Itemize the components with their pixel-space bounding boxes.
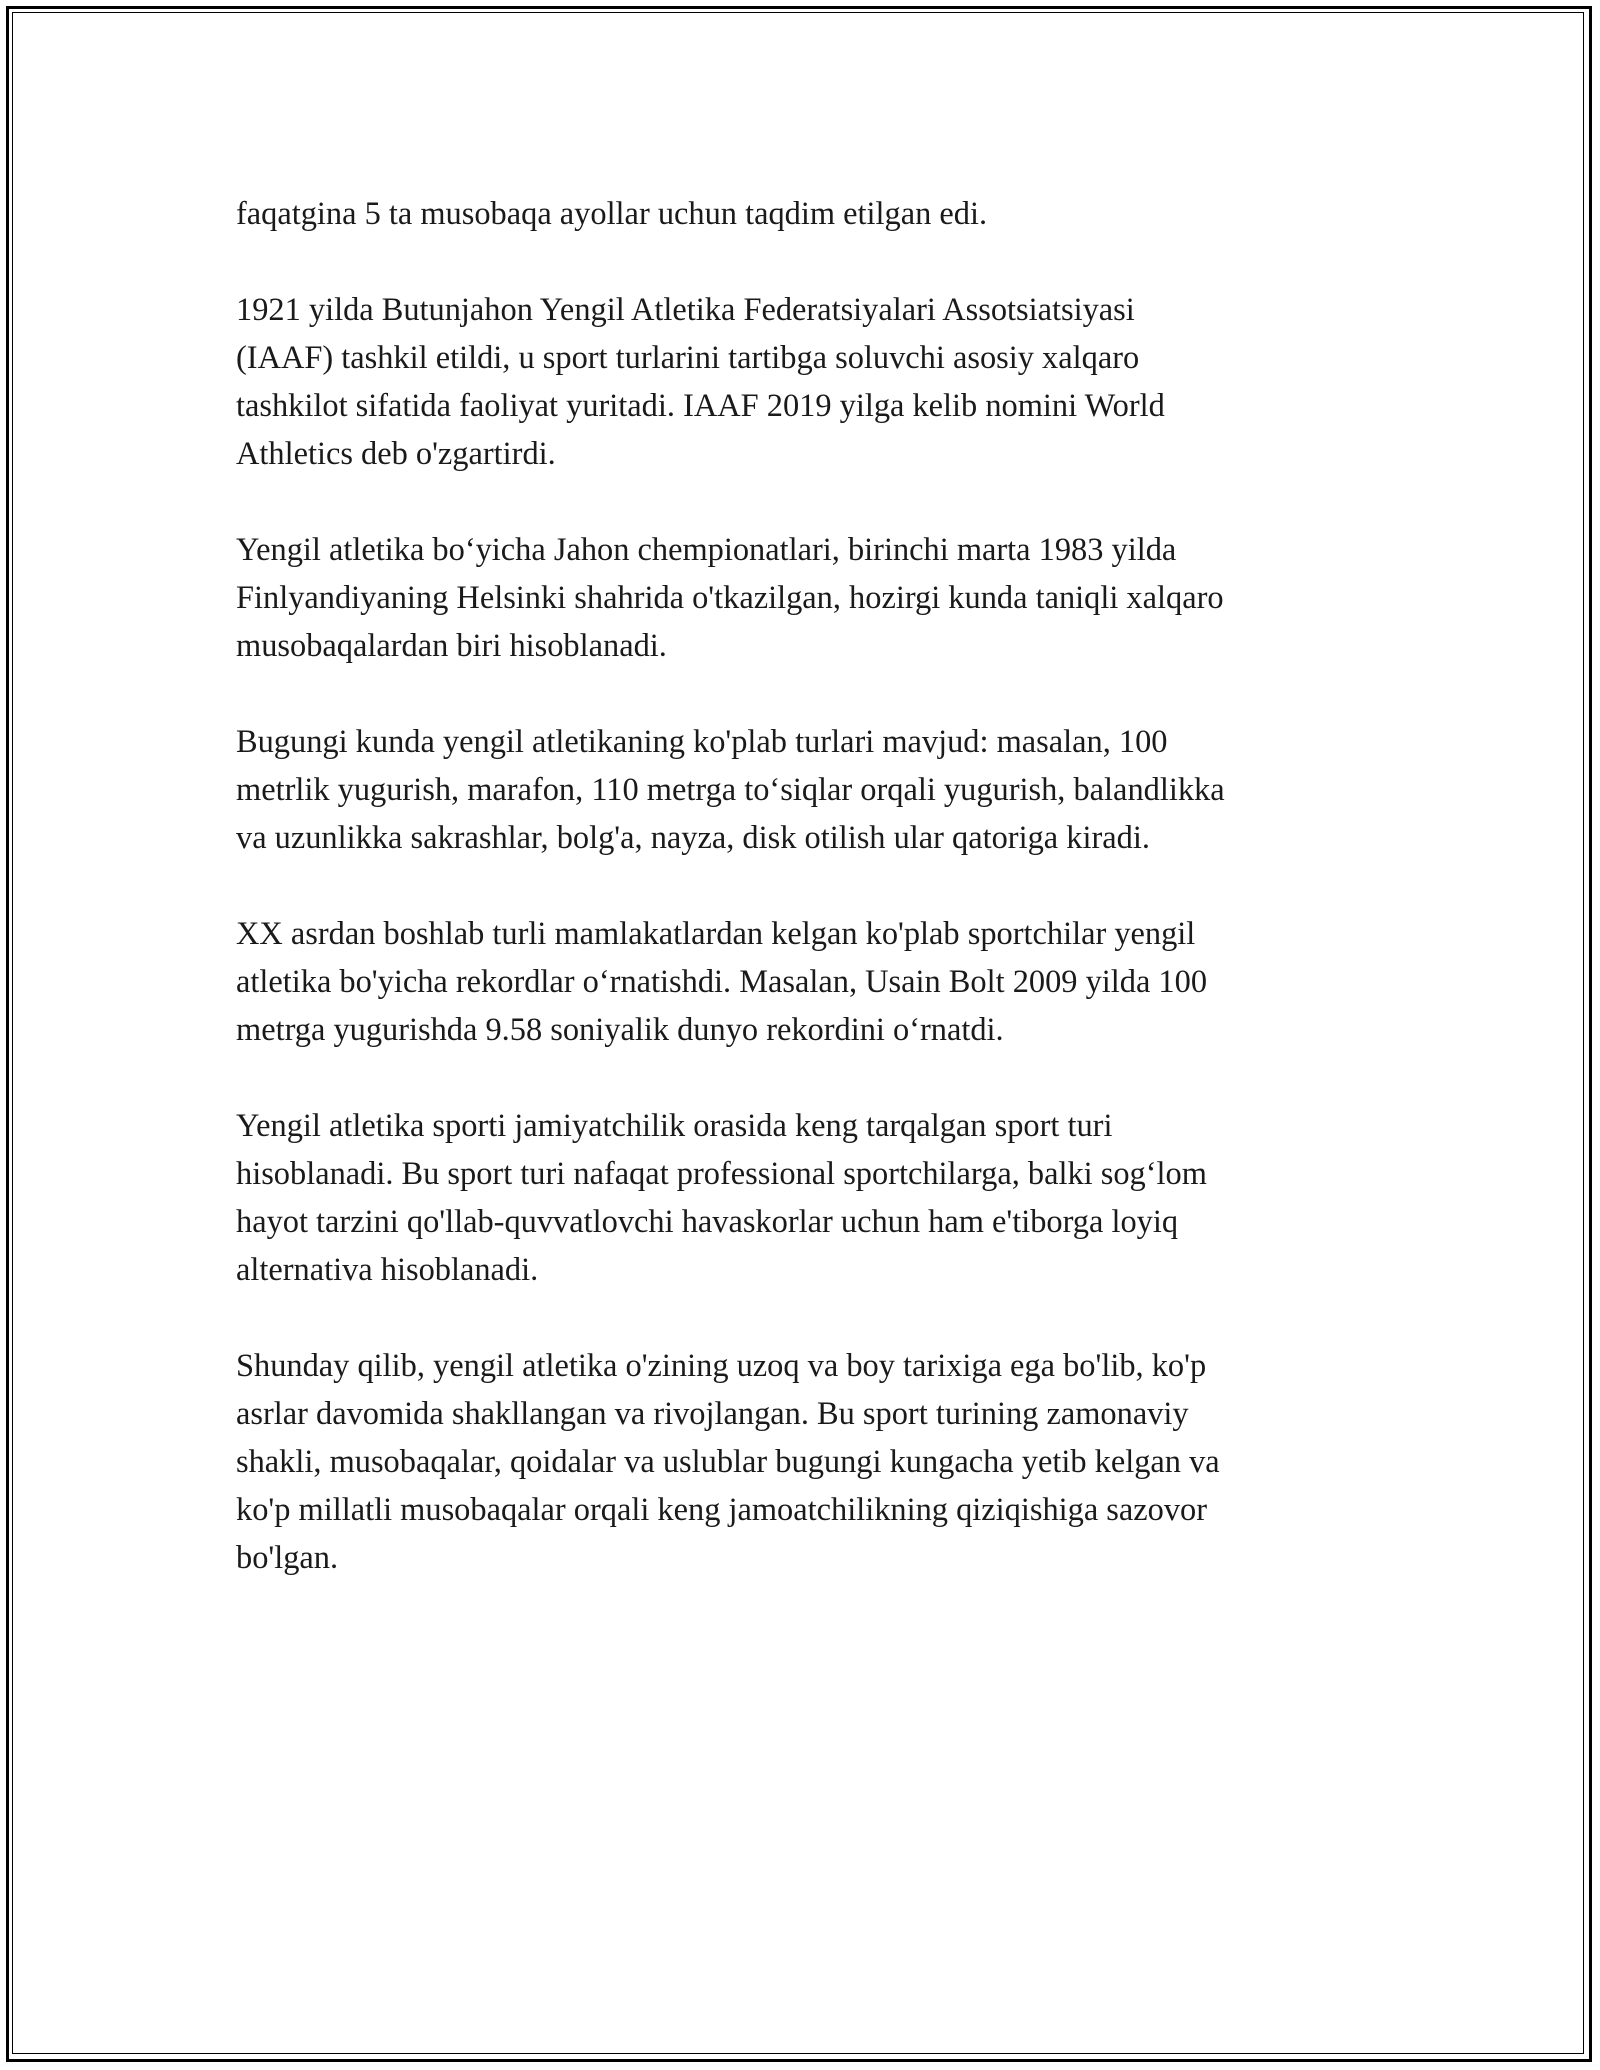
text-line: faqatgina 5 ta musobaqa ayollar uchun taqdim etilgan edi.	[236, 196, 988, 232]
paragraph	[236, 286, 1376, 478]
paragraph	[236, 526, 1376, 670]
text-line: va uzunlikka sakrashlar, bolg'a, nayza, disk otilish ular qatoriga kiradi.	[236, 820, 1150, 856]
text-line: alternativa hisoblanadi.	[236, 1252, 539, 1288]
text-line: Finlyandiyaning Helsinki shahrida o'tkazilgan, hozirgi kunda taniqli xalqaro	[236, 580, 1224, 616]
text-line: metrga yugurishda 9.58 soniyalik dunyo rekordini o‘rnatdi.	[236, 1012, 1004, 1048]
paragraph	[236, 190, 1376, 238]
text-line: hayot tarzini qo'llab-quvvatlovchi havaskorlar uchun ham e'tiborga loyiq	[236, 1204, 1179, 1240]
text-line: asrlar davomida shakllangan va rivojlangan. Bu sport turining zamonaviy	[236, 1396, 1189, 1432]
text-line: Yengil atletika sporti jamiyatchilik orasida keng tarqalgan sport turi	[236, 1108, 1113, 1144]
text-line: Athletics deb o'zgartirdi.	[236, 436, 556, 472]
paragraph	[236, 1342, 1376, 1582]
text-line: XX asrdan boshlab turli mamlakatlardan kelgan ko'plab sportchilar yengil	[236, 916, 1196, 952]
text-line: Bugungi kunda yengil atletikaning ko'plab turlari mavjud: masalan, 100	[236, 724, 1168, 760]
paragraph	[236, 910, 1376, 1054]
text-line: (IAAF) tashkil etildi, u sport turlarini tartibga soluvchi asosiy xalqaro	[236, 340, 1140, 376]
text-line: Shunday qilib, yengil atletika o'zining uzoq va boy tarixiga ega bo'lib, ko'p	[236, 1348, 1207, 1384]
text-line: musobaqalardan biri hisoblanadi.	[236, 628, 667, 664]
text-line: Yengil atletika bo‘yicha Jahon chempionatlari, birinchi marta 1983 yilda	[236, 532, 1177, 568]
text-line: metrlik yugurish, marafon, 110 metrga to‘siqlar orqali yugurish, balandlikka	[236, 772, 1225, 808]
text-line: ko'p millatli musobaqalar orqali keng jamoatchilikning qiziqishiga sazovor	[236, 1492, 1208, 1528]
text-line: 1921 yilda Butunjahon Yengil Atletika Federatsiyalari Assotsiatsiyasi	[236, 292, 1135, 328]
text-line: tashkilot sifatida faoliyat yuritadi. IAAF 2019 yilga kelib nomini World	[236, 388, 1165, 424]
text-line: atletika bo'yicha rekordlar o‘rnatishdi. Masalan, Usain Bolt 2009 yilda 100	[236, 964, 1208, 1000]
text-line: shakli, musobaqalar, qoidalar va uslublar bugungi kungacha yetib kelgan va	[236, 1444, 1220, 1480]
paragraph	[236, 1102, 1376, 1294]
paragraph	[236, 718, 1376, 862]
text-line: bo'lgan.	[236, 1540, 339, 1576]
document-body	[236, 190, 1376, 1630]
text-line: hisoblanadi. Bu sport turi nafaqat professional sportchilarga, balki sog‘lom	[236, 1156, 1207, 1192]
